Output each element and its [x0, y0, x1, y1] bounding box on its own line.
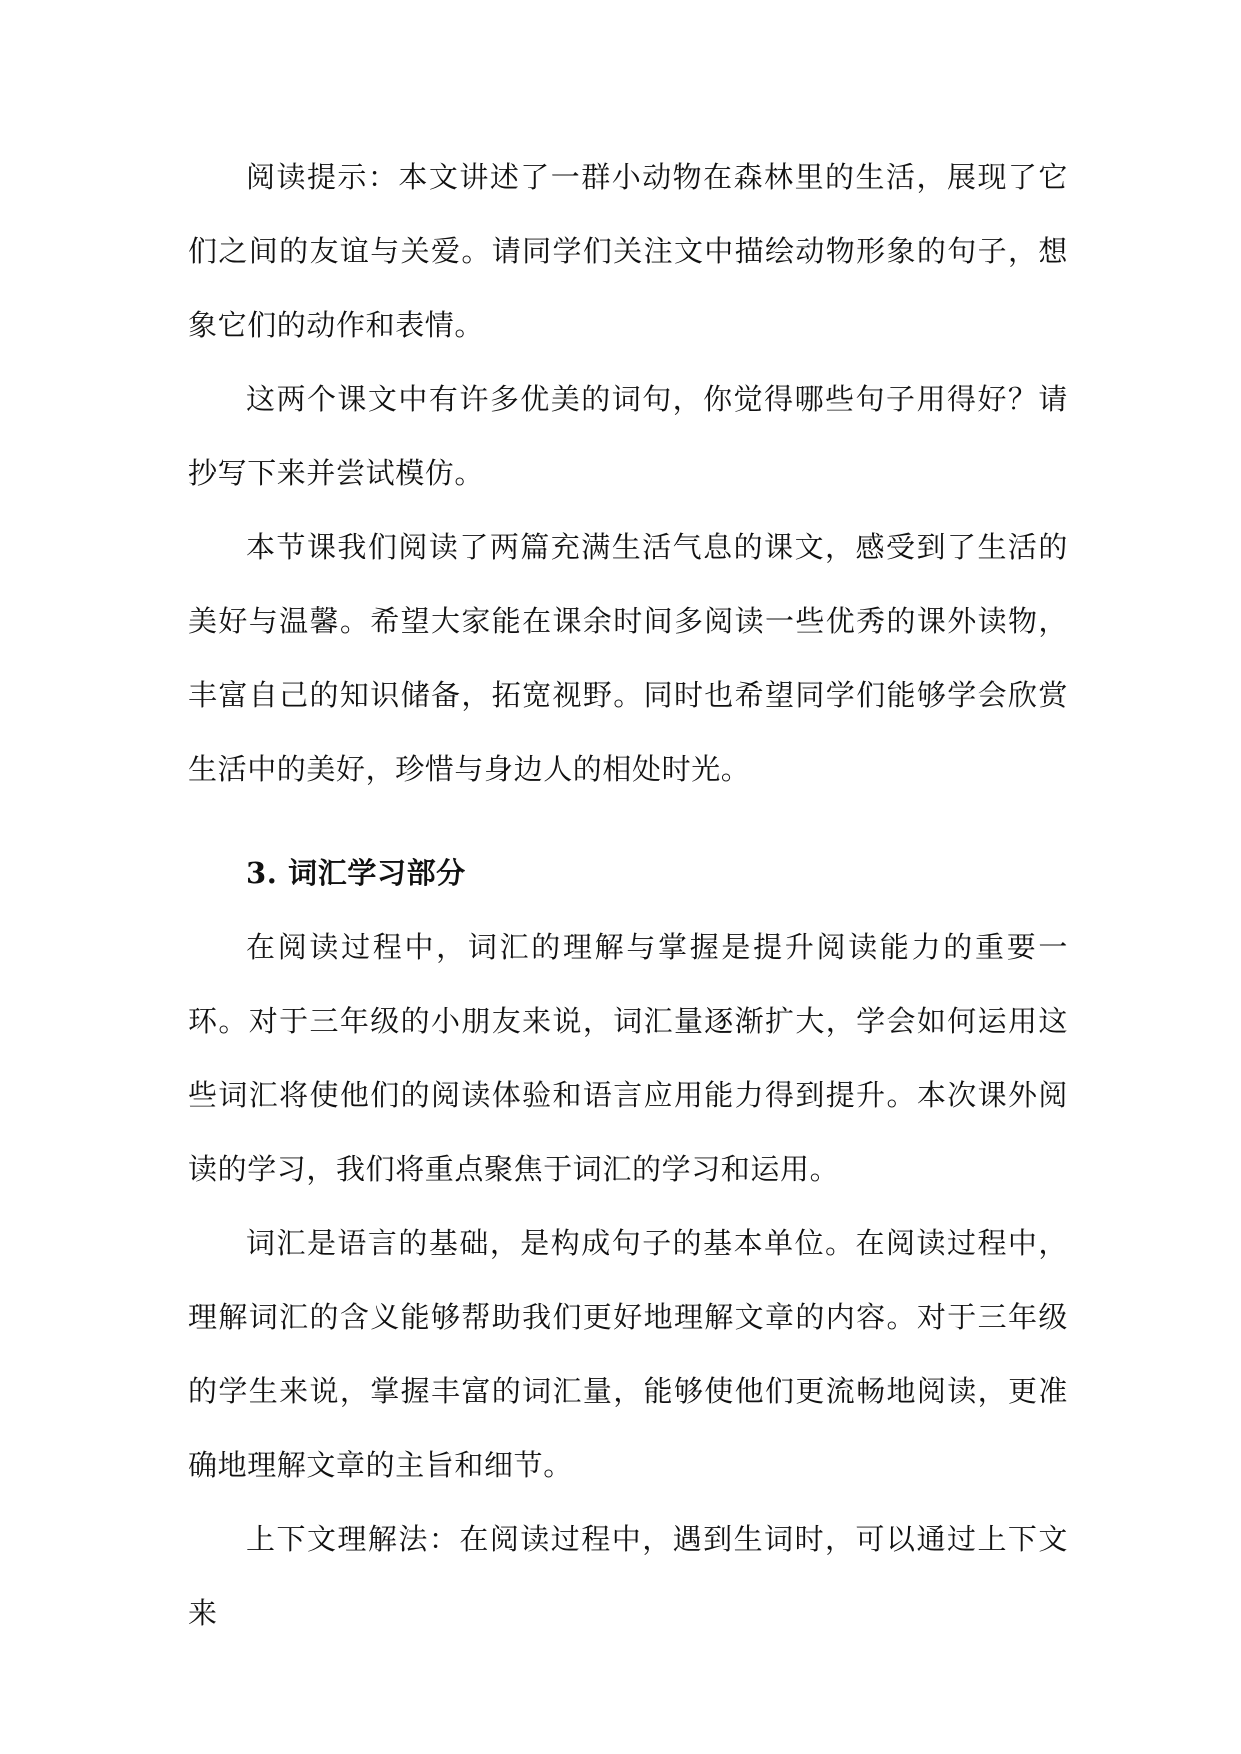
paragraph-context-method: 上下文理解法：在阅读过程中，遇到生词时，可以通过上下文来: [188, 1522, 1068, 1630]
paragraph-reading-tip: 阅读提示：本文讲述了一群小动物在森林里的生活，展现了它们之间的友谊与关爱。请同学们关注文中描绘动物形象的句子，想象它们的动作和表情。: [188, 160, 1068, 342]
paragraph-vocab-intro: 在阅读过程中，词汇的理解与掌握是提升阅读能力的重要一环。对于三年级的小朋友来说，词汇量逐渐扩大，学会如何运用这些词汇将使他们的阅读体验和语言应用能力得到提升。本次课外阅读的学习，我们将重点聚焦于词汇的学习和运用。: [188, 930, 1068, 1186]
paragraph-vocab-foundation: 词汇是语言的基础，是构成句子的基本单位。在阅读过程中，理解词汇的含义能够帮助我们更好地理解文章的内容。对于三年级的学生来说，掌握丰富的词汇量，能够使他们更流畅地阅读，更准确地理解文章的主旨和细节。: [188, 1226, 1068, 1482]
document-body: [188, 140, 1068, 1650]
section-heading: 3. 词汇学习部分: [246, 856, 466, 890]
section-spacer: [188, 806, 1068, 836]
paragraph-lesson-summary: 本节课我们阅读了两篇充满生活气息的课文，感受到了生活的美好与温馨。希望大家能在课余时间多阅读一些优秀的课外读物，丰富自己的知识储备，拓宽视野。同时也希望同学们能够学会欣赏生活中的美好，珍惜与身边人的相处时光。: [188, 530, 1068, 786]
paragraph-copy-sentences: 这两个课文中有许多优美的词句，你觉得哪些句子用得好？请抄写下来并尝试模仿。: [188, 382, 1068, 490]
